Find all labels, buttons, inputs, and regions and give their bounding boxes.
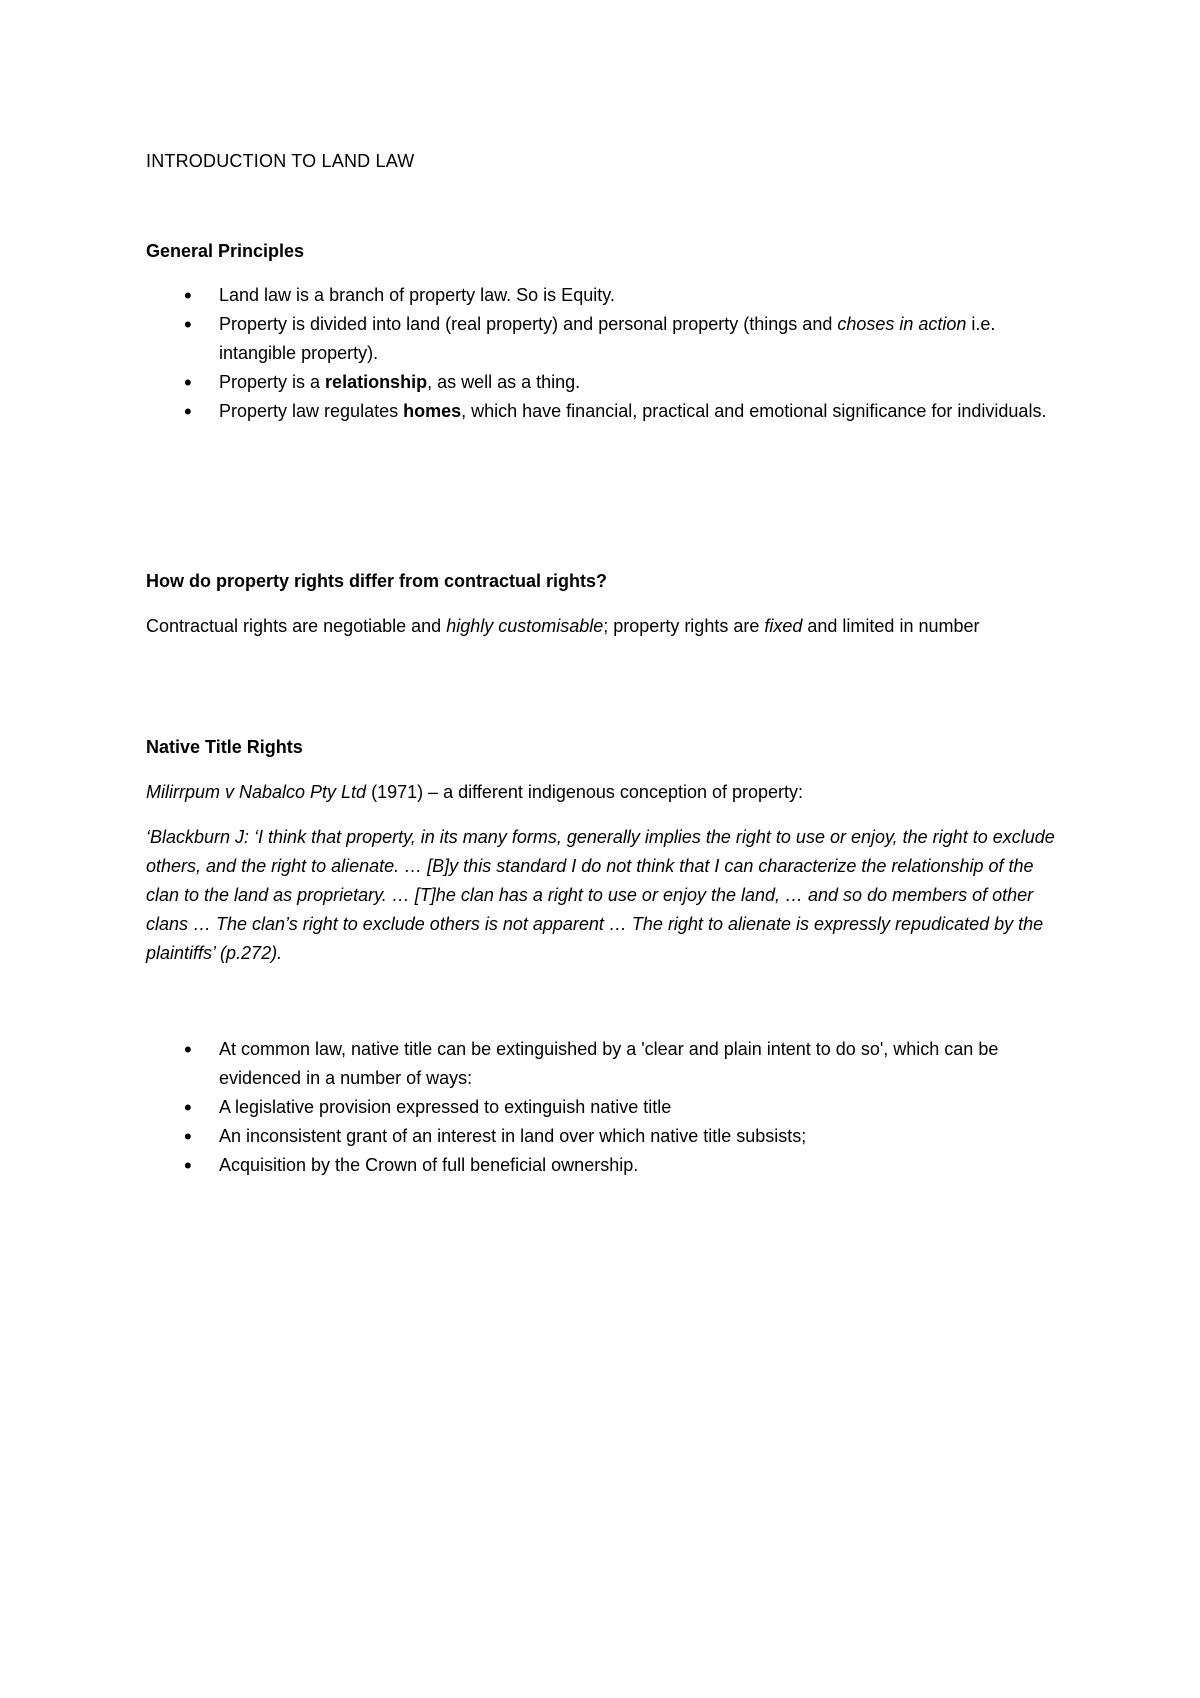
text-run: and limited in number [802, 616, 980, 636]
paragraph-contract-vs-property [146, 612, 1066, 641]
italic-term: fixed [764, 616, 803, 636]
heading-native-title-rights: Native Title Rights [146, 737, 303, 757]
case-name: Milirrpum v Nabalco Pty Ltd [146, 782, 367, 802]
native-title-list [146, 1035, 1066, 1180]
italic-term: highly customisable [446, 616, 604, 636]
list-item: • At common law, native title can be extinguished by a 'clear and plain intent to do so', which can be evidenced in a number of ways: [146, 1035, 1066, 1093]
list-item [146, 281, 1066, 310]
list-item: • Acquisition by the Crown of full beneficial ownership. [146, 1151, 1066, 1180]
text-run: (1971) – a different indigenous conception of property: [366, 782, 804, 802]
case-citation [146, 778, 1066, 807]
italic-term: choses in action [837, 314, 967, 334]
list-item-text: i.e. intangible property). [219, 314, 996, 363]
list-item-text: Property is a [219, 372, 326, 392]
heading-general-principles: General Principles [146, 241, 305, 261]
bold-term: relationship [325, 372, 428, 392]
list-item-text: Property law regulates [219, 401, 404, 421]
list-item-text: Property is divided into land (real property) and personal property (things and [219, 314, 838, 334]
heading-property-vs-contract: How do property rights differ from contractual rights? [146, 571, 608, 591]
document-title: INTRODUCTION TO LAND LAW [146, 151, 415, 171]
list-item [146, 310, 1066, 368]
general-principles-list [146, 281, 1066, 426]
list-item: • A legislative provision expressed to extinguish native title [146, 1093, 1066, 1122]
list-item-text: Land law is a branch of property law. So is Equity. [219, 285, 615, 305]
bold-term: homes [403, 401, 462, 421]
list-item [146, 397, 1066, 426]
list-item [146, 368, 1066, 397]
list-item-text: , as well as a thing. [427, 372, 581, 392]
list-item-text: , which have financial, practical and emotional significance for individuals. [461, 401, 1047, 421]
list-item: • An inconsistent grant of an interest in land over which native title subsists; [146, 1122, 1066, 1151]
text-run: Contractual rights are negotiable and [146, 616, 447, 636]
blackburn-quote: ‘Blackburn J: ‘I think that property, in its many forms, generally implies the right to use or enjoy, the right to exclude others, and the right to alienate. … [B]y this standard I do not think that I can characterize the relationship of the clan to the land as proprietary. … [T]he clan has a right to use or enjoy the land, … and so do members of other clans … The clan’s right to exclude others is not apparent … The right to alienate is expressly repudicated by the plaintiffs’ (p.272). [146, 827, 1055, 963]
text-run: ; property rights are [603, 616, 765, 636]
